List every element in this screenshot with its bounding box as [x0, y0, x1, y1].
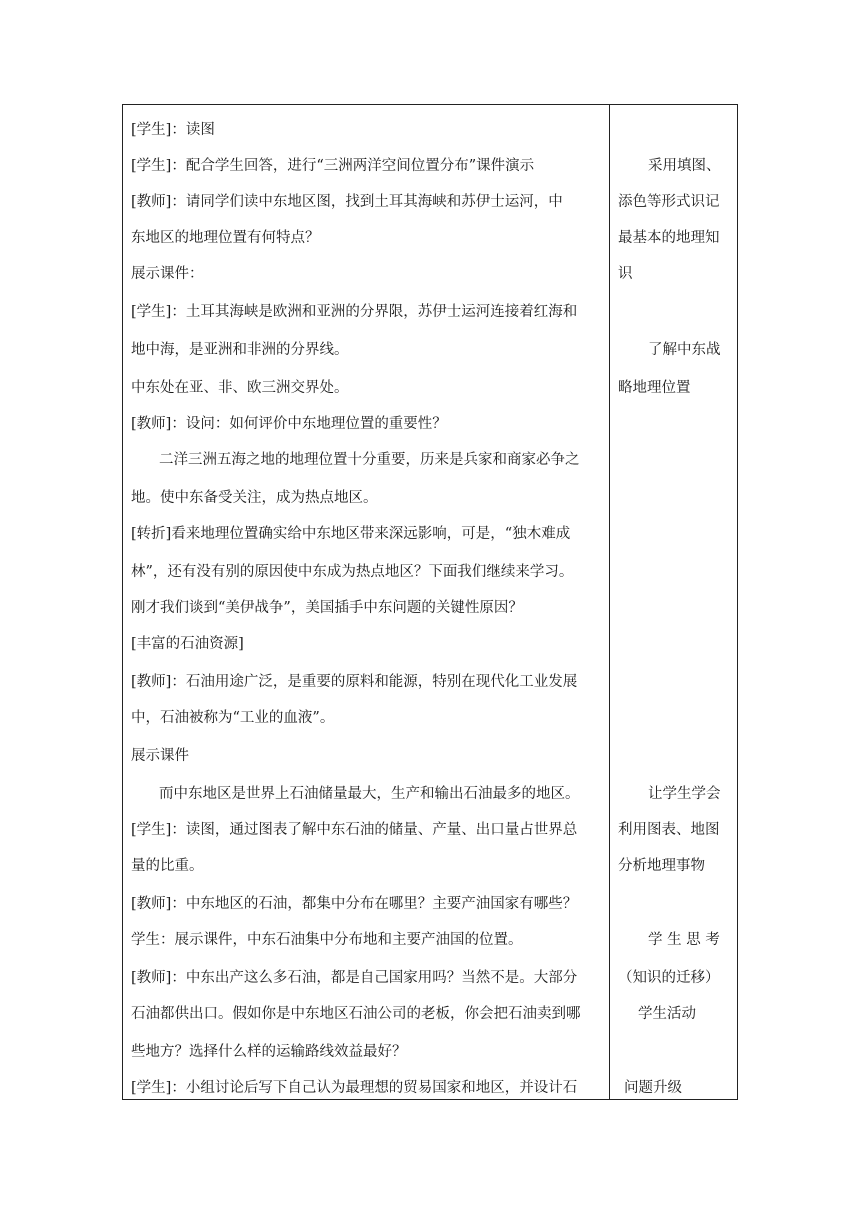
text-line: 学生：展示课件，中东石油集中分布地和主要产油国的位置。: [131, 932, 523, 948]
text-line: 刚才我们谈到“美伊战争”，美国插手中东问题的关键性原因？: [131, 600, 523, 616]
note-line: 略地理位置: [618, 380, 691, 396]
note-line: 了解中东战: [648, 342, 721, 358]
note-line: 识: [618, 266, 633, 282]
text-line: [教师]：石油用途广泛，是重要的原料和能源，特别在现代化工业发展: [131, 674, 578, 690]
note-line: （知识的迁移）: [618, 970, 720, 986]
note-line: 最基本的地理知: [618, 230, 720, 246]
text-line: [学生]：配合学生回答，进行“三洲两洋空间位置分布”课件演示: [131, 158, 535, 174]
text-line: 二洋三洲五海之地的地理位置十分重要，历来是兵家和商家必争之: [159, 452, 580, 468]
text-line: [教师]：请同学们读中东地区图，找到土耳其海峡和苏伊士运河，中: [131, 194, 563, 210]
note-line: 添色等形式识记: [618, 194, 720, 210]
text-line: 量的比重。: [131, 858, 204, 874]
note-line: 问题升级: [624, 1080, 682, 1096]
text-line: 林”，还有没有别的原因使中东成为热点地区？下面我们继续来学习。: [131, 564, 574, 580]
text-line: [学生]：小组讨论后写下自己认为最理想的贸易国家和地区，并设计石: [131, 1080, 578, 1096]
note-line: 利用图表、地图: [618, 822, 720, 838]
text-line: 展示课件: [131, 748, 189, 764]
note-line: 分析地理事物: [618, 858, 705, 874]
text-line: 中，石油被称为“工业的血液”。: [131, 710, 335, 726]
note-line: 学生活动: [638, 1006, 696, 1022]
section-heading: [丰富的石油资源]: [131, 636, 244, 652]
note-line: 学 生 思 考: [648, 932, 720, 948]
design-intent-column: [122, 104, 738, 1100]
text-line: 展示课件：: [131, 266, 204, 282]
note-line: 采用填图、: [648, 158, 721, 174]
text-line: [教师]：中东地区的石油，都集中分布在哪里？主要产油国家有哪些？: [131, 896, 578, 912]
text-line: 地。使中东备受关注，成为热点地区。: [131, 490, 378, 506]
text-line: [教师]：中东出产这么多石油，都是自己国家用吗？当然不是。大部分: [131, 970, 578, 986]
note-line: 让学生学会: [648, 786, 721, 802]
text-line: [转折]看来地理位置确实给中东地区带来深远影响，可是，“独木难成: [131, 526, 571, 542]
text-line: 石油都供出口。假如你是中东地区石油公司的老板，你会把石油卖到哪: [131, 1006, 581, 1022]
text-line: [学生]：土耳其海峡是欧洲和亚洲的分界限，苏伊士运河连接着红海和: [131, 304, 578, 320]
text-line: [学生]：读图: [131, 122, 215, 138]
text-line: 中东处在亚、非、欧三洲交界处。: [131, 380, 349, 396]
text-line: 而中东地区是世界上石油储量最大，生产和输出石油最多的地区。: [159, 786, 580, 802]
text-line: [教师]：设问：如何评价中东地理位置的重要性？: [131, 416, 447, 432]
text-line: 地中海，是亚洲和非洲的分界线。: [131, 342, 349, 358]
text-line: 些地方？选择什么样的运输路线效益最好？: [131, 1044, 407, 1060]
text-line: [学生]：读图，通过图表了解中东石油的储量、产量、出口量占世界总: [131, 822, 578, 838]
text-line: 东地区的地理位置有何特点？: [131, 230, 320, 246]
